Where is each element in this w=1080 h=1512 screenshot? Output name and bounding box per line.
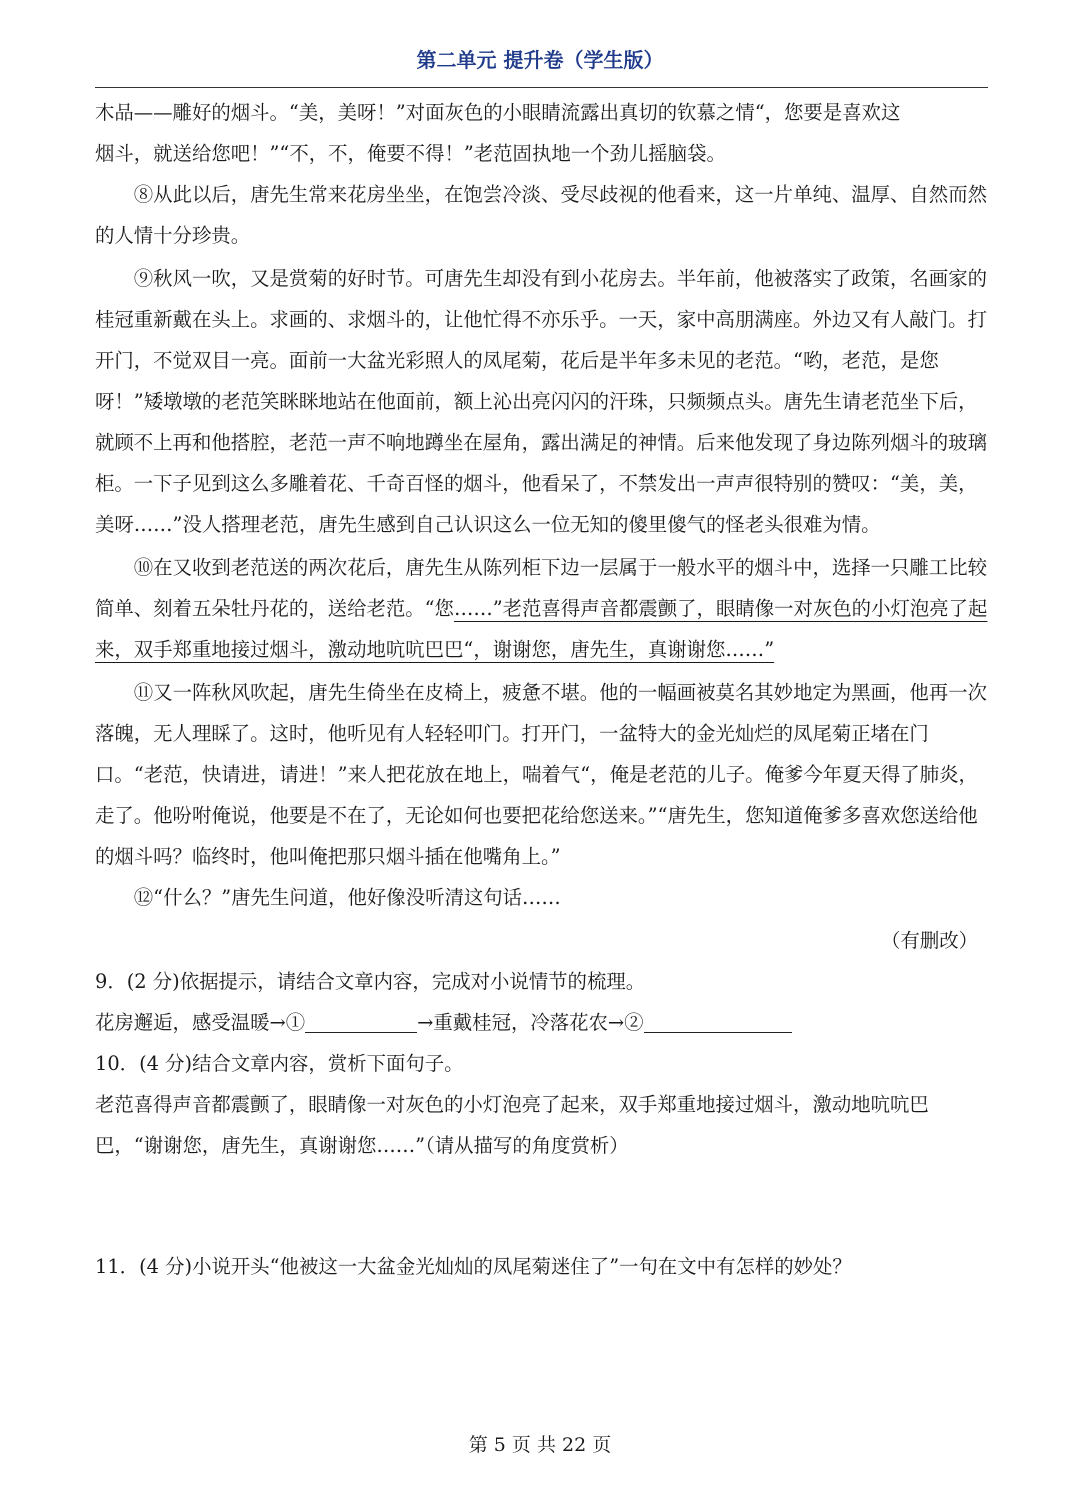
question-11-stem: 11．(4 分)小说开头“他被这一大盆金光灿灿的凤尾菊迷住了”一句在文中有怎样的妙处？ <box>95 1255 852 1278</box>
page-number: 第 5 页 共 22 页 <box>468 1434 612 1456</box>
passage-line-2: 烟斗，就送给您吧！”“不，不，俺要不得！”老范固执地一个劲儿摇脑袋。 <box>95 142 726 165</box>
page-header-title: 第二单元 提升卷（学生版） <box>416 48 664 72</box>
header-divider <box>95 87 988 88</box>
answer-blank-1[interactable] <box>305 1012 417 1033</box>
question-9-blanks <box>95 1002 988 1043</box>
q9-prompt-1: 花房邂逅，感受温暖→① <box>95 1011 306 1034</box>
paragraph-10-text: ⑩在又收到老范送的两次花后，唐先生从陈列柜下边一层属于一般水平的烟斗中，选择一只雕工比较简单、刻着五朵牡丹花的，送给老范。“您 <box>95 556 987 620</box>
paragraph-10 <box>95 547 988 670</box>
paragraph-8: ⑧从此以后，唐先生常来花房坐坐，在饱尝冷淡、受尽歧视的他看来，这一片单纯、温厚、自然而然的人情十分珍贵。 <box>95 183 987 247</box>
paragraph-12: ⑫“什么？”唐先生问道，他好像没听清这句话…… <box>133 886 561 909</box>
q9-prompt-2: →重戴桂冠，冷落花农→② <box>417 1011 644 1034</box>
document-body <box>95 92 988 1287</box>
source-note: （有删改） <box>881 929 978 952</box>
question-10-quote: 老范喜得声音都震颤了，眼睛像一对灰色的小灯泡亮了起来，双手郑重地接过烟斗，激动地吭吭巴巴，“谢谢您，唐先生，真谢谢您……”（请从描写的角度赏析） <box>95 1093 929 1157</box>
question-9-stem: 9．(2 分)依据提示，请结合文章内容，完成对小说情节的梳理。 <box>95 970 646 993</box>
paragraph-9: ⑨秋风一吹，又是赏菊的好时节。可唐先生却没有到小花房去。半年前，他被落实了政策，名画家的桂冠重新戴在头上。求画的、求烟斗的，让他忙得不亦乐乎。一天，家中高朋满座。外边又有人敲门。打开门，不觉双目一亮。面前一大盆光彩照人的凤尾菊，花后是半年多未见的老范。“哟，老范，是您呀！”矮墩墩的老范笑眯眯地站在他面前，额上沁出亮闪闪的汗珠，只频频点头。唐先生请老范坐下后，就顾不上再和他搭腔，老范一声不响地蹲坐在屋角，露出满足的神情。后来他发现了身边陈列烟斗的玻璃柜。一下子见到这么多雕着花、千奇百怪的烟斗，他看呆了，不禁发出一声声很特别的赞叹：“美，美，美呀……”没人搭理老范，唐先生感到自己认识这么一位无知的傻里傻气的怪老头很难为情。 <box>95 267 987 536</box>
paragraph-11: ⑪又一阵秋风吹起，唐先生倚坐在皮椅上，疲惫不堪。他的一幅画被莫名其妙地定为黑画，他再一次落魄，无人理睬了。这时，他听见有人轻轻叩门。打开门，一盆特大的金光灿烂的凤尾菊正堵在门口。“老范，快请进，请进！”来人把花放在地上，喘着气“，俺是老范的儿子。俺爹今年夏天得了肺炎，走了。他吩咐俺说，他要是不在了，无论如何也要把花给您送来。”“唐先生，您知道俺爹多喜欢您送给他的烟斗吗？临终时，他叫俺把那只烟斗插在他嘴角上。” <box>95 681 987 868</box>
paragraph-10-underlined-sentence: ……”老范喜得声音都震颤了，眼睛像一对灰色的小灯泡亮了起来，双手郑重地接过烟斗，激动地吭吭巴巴“，谢谢您，唐先生，真谢谢您……” <box>95 597 988 661</box>
answer-blank-2[interactable] <box>644 1012 792 1033</box>
passage-line-1: 木品——雕好的烟斗。“美，美呀！”对面灰色的小眼睛流露出真切的钦慕之情“，您要是喜欢这 <box>95 101 901 124</box>
question-10-stem: 10．(4 分)结合文章内容，赏析下面句子。 <box>95 1052 464 1075</box>
